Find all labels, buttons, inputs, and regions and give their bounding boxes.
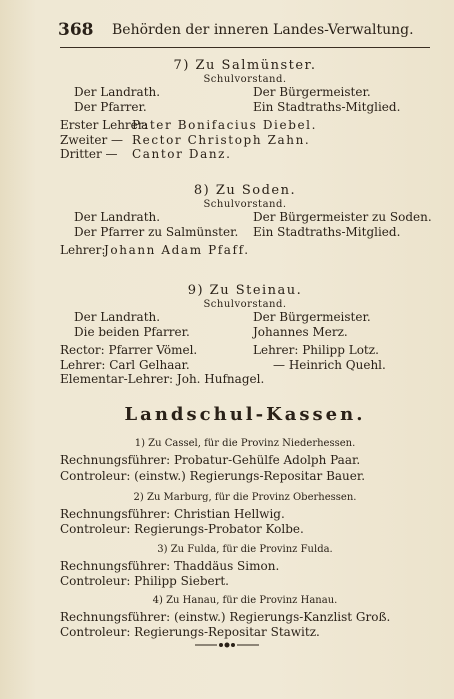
kasse-line: Rechnungsführer: Christian Hellwig. [60,507,285,521]
section-subtitle: Schulvorstand. [203,299,287,310]
section-steinau [60,283,430,387]
staff-left: Lehrer: Carl Gelhaar. [60,357,190,372]
teacher-role: Erster Lehrer: [60,118,148,132]
kasse-line: Controleur: Regierungs-Probator Kolbe. [60,522,304,536]
staff-right: Lehrer: Philipp Lotz. [253,343,379,357]
member-right: Der Bürgermeister. [253,310,371,324]
teacher-role: Lehrer: [60,243,106,257]
member-left: Der Pfarrer. [74,99,147,114]
section-title: 7) Zu Salmünster. [173,58,317,73]
staff-right: — Heinrich Quehl. [273,357,386,372]
member-right: Ein Stadtraths-Mitglied. [253,224,401,239]
teacher-name: Johann Adam Pfaff. [104,243,250,257]
member-left: Die beiden Pfarrer. [74,324,190,339]
kasse-line: Controleur: (einstw.) Regierungs-Repositar Bauer. [60,469,366,483]
ornament-divider [195,640,259,650]
kasse-line: Controleur: Philipp Siebert. [60,574,229,588]
member-right: Der Bürgermeister zu Soden. [253,210,432,224]
page-number: 368 [58,20,94,40]
member-right: Der Bürgermeister. [253,85,371,99]
landschul-title: Landschul-Kassen. [124,404,366,425]
section-salmuenster [60,58,430,162]
kasse-head: 1) Zu Cassel, für die Provinz Niederhessen. [134,438,356,449]
elementary-teacher: Elementar-Lehrer: Joh. Hufnagel. [60,372,265,386]
section-subtitle: Schulvorstand. [203,74,287,85]
section-subtitle: Schulvorstand. [203,199,287,210]
running-title: Behörden der inneren Landes-Verwaltung. [112,22,414,38]
member-left: Der Landrath. [74,85,161,99]
kasse-line: Rechnungsführer: Probatur-Gehülfe Adolph Paar. [60,453,361,467]
member-left: Der Pfarrer zu Salmünster. [74,224,239,239]
kasse-head: 3) Zu Fulda, für die Provinz Fulda. [157,544,333,555]
staff-left: Rector: Pfarrer Vömel. [60,343,198,357]
member-right: Ein Stadtraths-Mitglied. [253,99,401,114]
teacher-name: Cantor Danz. [132,147,232,161]
member-left: Der Landrath. [74,310,161,324]
member-left: Der Landrath. [74,210,161,224]
teacher-role: Dritter — [60,147,118,161]
running-head [58,20,430,44]
member-right: Johannes Merz. [253,324,348,339]
kasse-head: 4) Zu Hanau, für die Provinz Hanau. [152,595,338,606]
teacher-name: Rector Christoph Zahn. [132,132,311,147]
teacher-name: Pater Bonifacius Diebel. [132,118,318,132]
kasse-line: Rechnungsführer: Thaddäus Simon. [60,559,280,573]
teacher-role: Zweiter — [60,132,124,147]
section-title: 8) Zu Soden. [193,183,297,198]
section-soden [60,183,430,258]
kasse-line: Controleur: Regierungs-Repositar Stawitz. [60,625,320,639]
kasse-line: Rechnungsführer: (einstw.) Regierungs-Kanzlist Groß. [60,610,391,624]
header-rule [60,47,430,48]
kasse-head: 2) Zu Marburg, für die Provinz Oberhessen. [133,492,357,503]
section-title: 9) Zu Steinau. [187,283,303,298]
